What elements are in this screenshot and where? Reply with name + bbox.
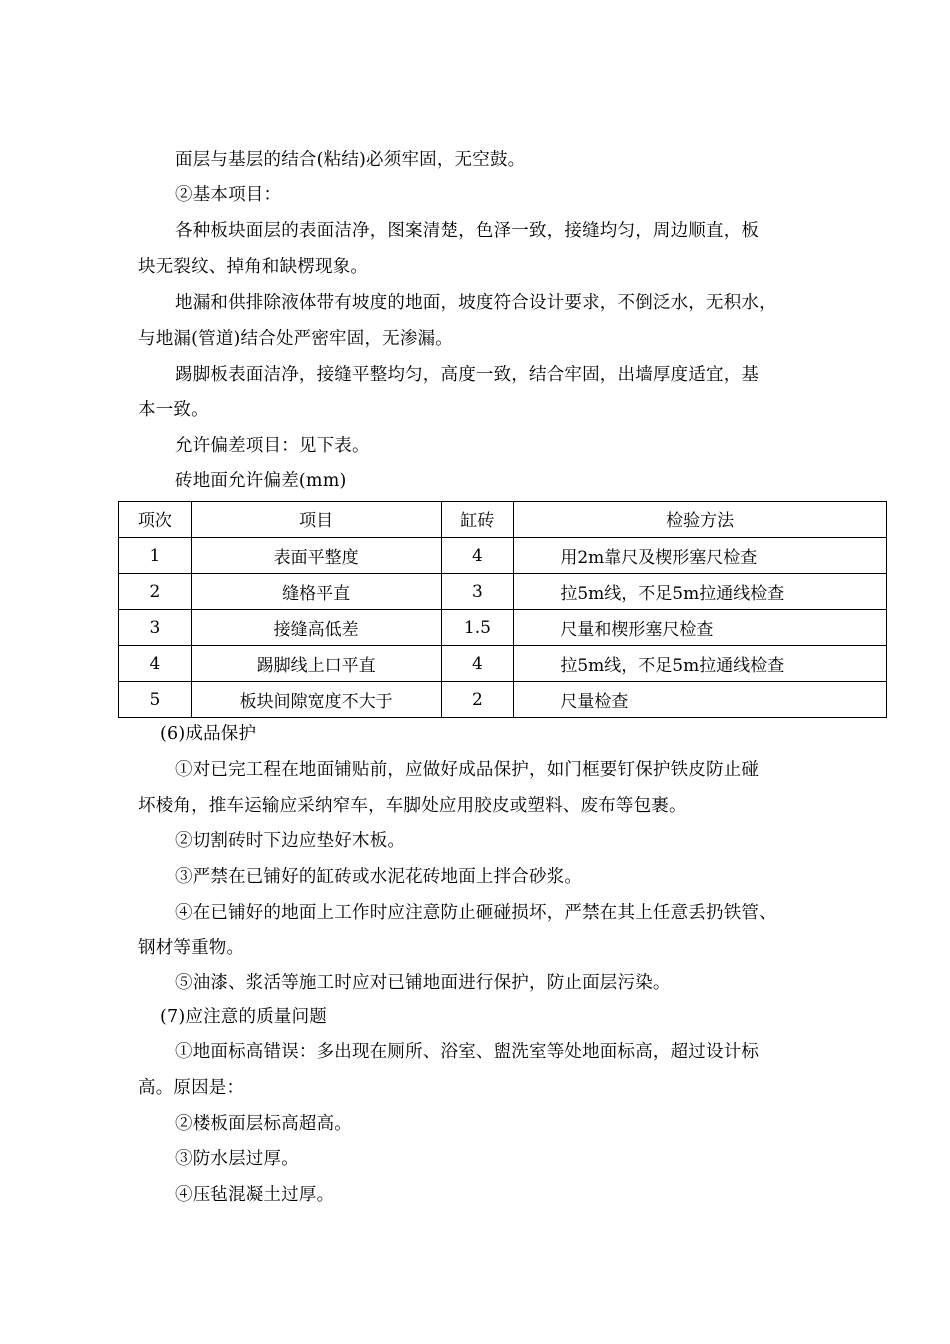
paragraph-text: 本一致。 [138,400,209,420]
paragraph-text: 允许偏差项目：见下表。 [175,436,370,456]
paragraph-text: 钢材等重物。 [138,938,245,958]
table-cell [514,646,887,682]
table-caption: 砖地面允许偏差(mm) [175,471,347,491]
table-cell: 4 [441,538,514,574]
paragraph-text: ②切割砖时下边应垫好木板。 [175,831,406,851]
table-cell: 2 [119,574,192,610]
table-cell: 缝格平直 [191,574,441,610]
table-row [119,538,887,574]
table-cell: 板块间隙宽度不大于 [191,682,441,718]
paragraph-text: ②楼板面层标高超高。 [175,1114,352,1134]
paragraph-text: 各种板块面层的表面洁净，图案清楚，色泽一致，接缝均匀，周边顺直，板 [175,221,760,241]
table-row [119,574,887,610]
table-header-cell: 项目 [191,502,441,538]
table-cell-text: 用2m靠尺及楔形塞尺检查 [560,548,758,568]
paragraph-text: 踢脚板表面洁净，接缝平整均匀，高度一致，结合牢固，出墙厚度适宜，基 [175,365,760,385]
table-cell [514,682,887,718]
table-row [119,610,887,646]
table-cell: 3 [441,574,514,610]
deviation-table [118,501,887,718]
table-cell-text: 拉5m线，不足5m拉通线检查 [560,656,785,676]
table-cell: 3 [119,610,192,646]
paragraph-text: 地漏和供排除液体带有坡度的地面，坡度符合设计要求，不倒泛水，无积水， [175,293,777,313]
paragraph-text: 面层与基层的结合(粘结)必须牢固，无空鼓。 [175,150,526,170]
paragraph-text: ①对已完工程在地面铺贴前，应做好成品保护，如门框要钉保护铁皮防止碰 [175,760,760,780]
table-header-cell: 检验方法 [514,502,887,538]
table-header-cell: 项次 [119,502,192,538]
section-heading: (7)应注意的质量问题 [160,1007,327,1027]
paragraph-text: 与地漏(管道)结合处严密牢固，无渗漏。 [138,329,453,349]
table-header-row [119,502,887,538]
table-row [119,682,887,718]
table-cell: 5 [119,682,192,718]
table-cell-text: 尺量和楔形塞尺检查 [560,620,714,640]
table-cell [514,574,887,610]
paragraph-text: 坏棱角，推车运输应采纳窄车，车脚处应用胶皮或塑料、废布等包裹。 [138,796,687,816]
paragraph-text: 块无裂纹、掉角和缺楞现象。 [138,257,369,277]
table-cell: 1.5 [441,610,514,646]
paragraph-text: ④在已铺好的地面上工作时应注意防止砸碰损坏，严禁在其上任意丢扔铁管、 [175,903,777,923]
table-row [119,646,887,682]
table-header-cell: 缸砖 [441,502,514,538]
table-cell-text: 尺量检查 [560,692,629,712]
table-cell-text: 拉5m线，不足5m拉通线检查 [560,584,785,604]
table-cell: 接缝高低差 [191,610,441,646]
paragraph-text: ①地面标高错误：多出现在厕所、浴室、盥洗室等处地面标高，超过设计标 [175,1042,760,1062]
table-cell: 踢脚线上口平直 [191,646,441,682]
table-cell [514,610,887,646]
paragraph-text: ②基本项目： [175,185,282,205]
table-cell: 表面平整度 [191,538,441,574]
paragraph-text: ④压毡混凝土过厚。 [175,1185,335,1205]
paragraph-text: 高。原因是： [138,1078,245,1098]
paragraph-text: ③防水层过厚。 [175,1149,299,1169]
table-cell: 4 [119,646,192,682]
paragraph-text: ③严禁在已铺好的缸砖或水泥花砖地面上拌合砂浆。 [175,867,583,887]
table-cell [514,538,887,574]
table-cell: 4 [441,646,514,682]
paragraph-text: ⑤油漆、浆活等施工时应对已铺地面进行保护，防止面层污染。 [175,973,671,993]
table-cell: 1 [119,538,192,574]
table-cell: 2 [441,682,514,718]
section-heading: (6)成品保护 [160,724,257,744]
